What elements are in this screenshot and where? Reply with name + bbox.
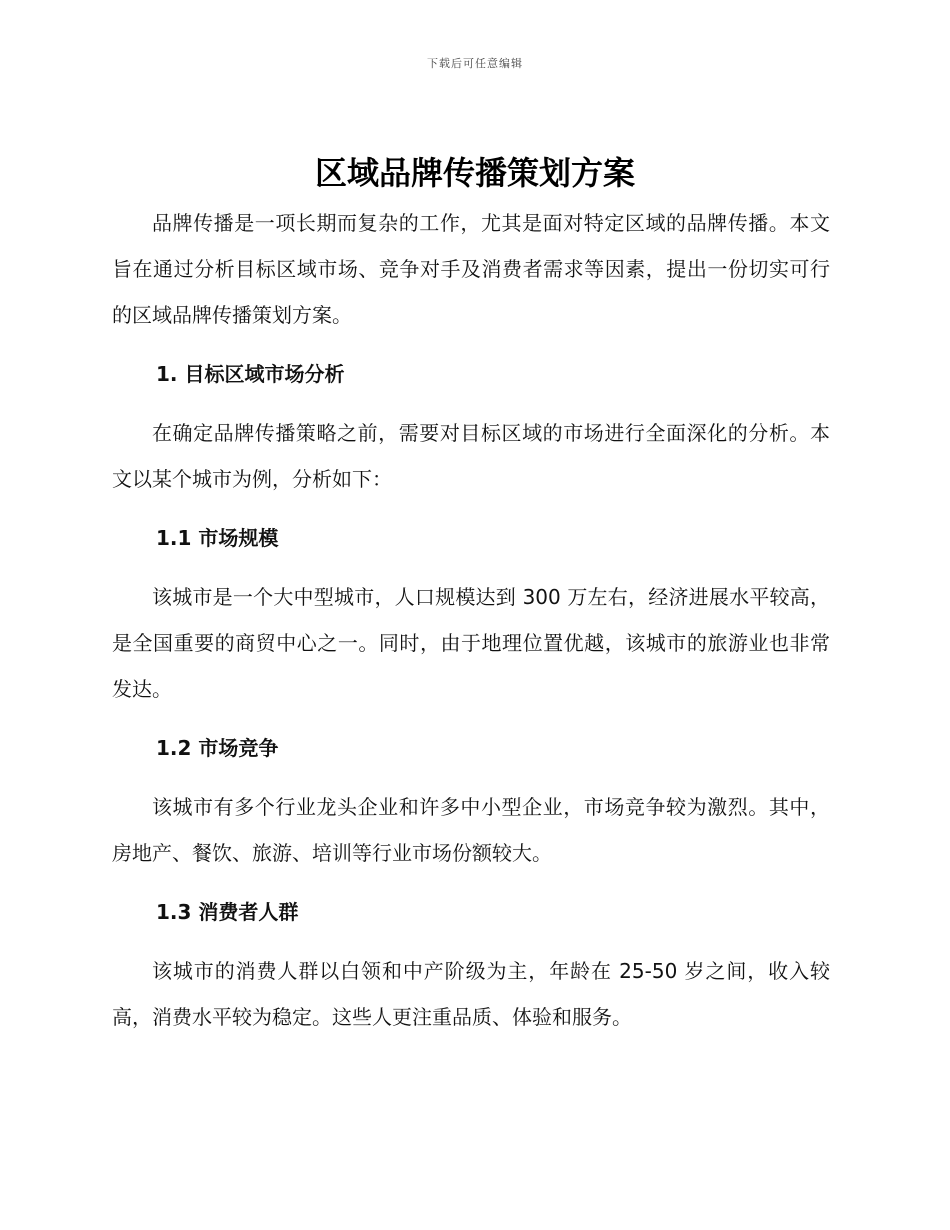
document-body: [112, 200, 830, 1040]
section-heading-consumers: 1.3 消费者人群: [156, 900, 299, 924]
section-body-market-competition: 该城市有多个行业龙头企业和许多中小型企业，市场竞争较为激烈。其中，房地产、餐饮、旅游、培训等行业市场份额较大。: [112, 795, 830, 865]
section-body-market-size: 该城市是一个大中型城市，人口规模达到 300 万左右，经济进展水平较高，是全国重要的商贸中心之一。同时，由于地理位置优越，该城市的旅游业也非常发达。: [112, 585, 830, 701]
section-heading-market-size: 1.1 市场规模: [156, 526, 279, 550]
section-heading-market-competition: 1.2 市场竞争: [156, 736, 279, 760]
section-body-consumers: 该城市的消费人群以白领和中产阶级为主，年龄在 25-50 岁之间，收入较高，消费水平较为稳定。这些人更注重品质、体验和服务。: [112, 959, 830, 1029]
document-title: 区域品牌传播策划方案: [314, 154, 635, 192]
section-heading-market-analysis: 1. 目标区域市场分析: [156, 362, 345, 386]
section-body-market-analysis: 在确定品牌传播策略之前，需要对目标区域的市场进行全面深化的分析。本文以某个城市为例，分析如下：: [112, 421, 830, 491]
header-note: 下载后可任意编辑: [427, 57, 523, 70]
intro-paragraph: 品牌传播是一项长期而复杂的工作，尤其是面对特定区域的品牌传播。本文旨在通过分析目标区域市场、竞争对手及消费者需求等因素，提出一份切实可行的区域品牌传播策划方案。: [112, 211, 830, 327]
